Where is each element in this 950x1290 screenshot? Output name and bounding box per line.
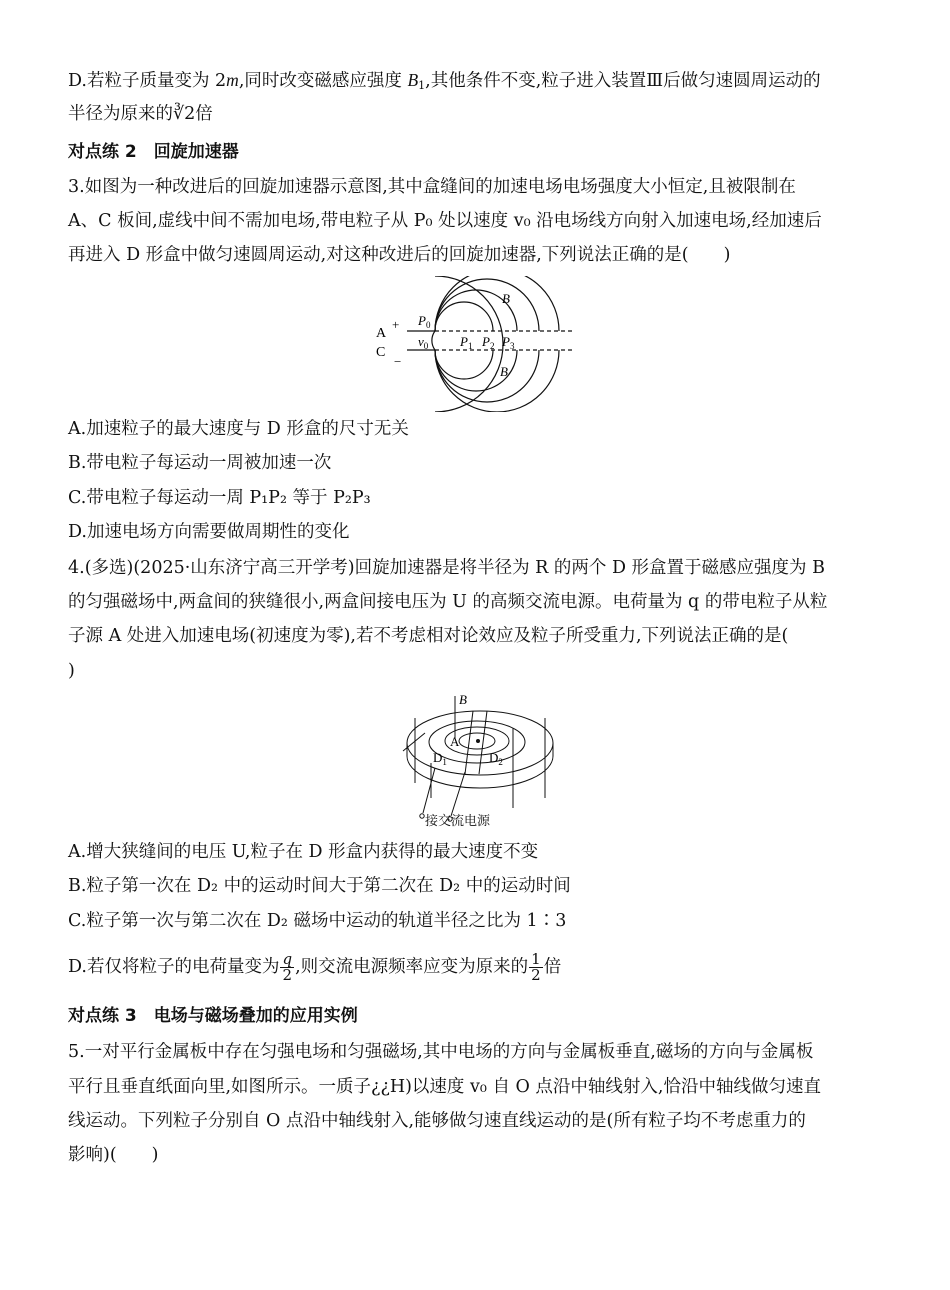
- label-plate-c: C: [376, 345, 386, 360]
- q3-option-b: B.带电粒子每运动一周被加速一次: [68, 453, 332, 473]
- section-title-cyclotron: 对点练 2 回旋加速器: [68, 142, 239, 162]
- q4-figure-caption: 接交流电源: [425, 814, 491, 829]
- exit-arrow: [403, 733, 425, 751]
- label-a: A: [450, 734, 460, 749]
- q3-option-d: D.加速电场方向需要做周期性的变化: [68, 522, 350, 542]
- q4-option-d: D.若仅将粒子的电荷量变为 $\frac{q}{2}$ ,则交流电源频率应变为原来的 $\frac{1}{2}$ 倍: [68, 950, 562, 984]
- q4-stem-line1: 4.(多选)(2025·山东济宁高三开学考)回旋加速器是将半径为 R 的两个 D 形盒置于磁感应强度为 B: [68, 558, 825, 578]
- section-title-em-superposition: 对点练 3 电场与磁场叠加的应用实例: [68, 1006, 358, 1026]
- wire-left: [423, 768, 435, 813]
- q3-stem-line2: A、C 板间,虚线中间不需加电场,带电粒子从 P₀ 处以速度 v₀ 沿电场线方向射入加速电场,经加速后: [68, 211, 822, 231]
- particle-source: [476, 739, 480, 743]
- q4-option-b: B.粒子第一次在 D₂ 中的运动时间大于第二次在 D₂ 中的运动时间: [68, 876, 571, 896]
- left-d-shape: [432, 331, 435, 350]
- gap-right: [479, 711, 487, 774]
- q3-stem-line3: 再进入 D 形盒中做匀速圆周运动,对这种改进后的回旋加速器,下列说法正确的是( ): [68, 245, 731, 265]
- q5-stem-line4: 影响)( ): [68, 1145, 159, 1165]
- q2-option-d-line2: 半径为原来的∛2倍: [68, 104, 213, 124]
- label-p2: $P_2$: [482, 334, 495, 351]
- gap-left: [465, 711, 473, 774]
- label-p3: $P_3$: [502, 334, 515, 351]
- q5-stem-line2: 平行且垂直纸面向里,如图所示。一质子¿¿H)以速度 v₀ 自 O 点沿中轴线射入,恰沿中轴线做匀速直: [68, 1077, 821, 1097]
- q4-stem-line2: 的匀强磁场中,两盒间的狭缝很小,两盒间接电压为 U 的高频交流电源。电荷量为 q 的带电粒子从粒: [68, 592, 828, 612]
- orbit-4-bottom: [435, 350, 559, 412]
- label-b: B: [459, 692, 467, 707]
- label-b-bottom: B: [500, 364, 508, 379]
- label-d1: $D_1$: [433, 750, 447, 767]
- q5-stem-line3: 线运动。下列粒子分别自 O 点沿中轴线射入,能够做匀速直线运动的是(所有粒子均不考虑重力的: [68, 1111, 806, 1131]
- wire-right: [451, 772, 465, 816]
- fraction-q-over-2: $\frac{q}{2}$: [282, 950, 293, 984]
- q4-option-c: C.粒子第一次与第二次在 D₂ 磁场中运动的轨道半径之比为 1∶3: [68, 911, 567, 931]
- q3-option-c: C.带电粒子每运动一周 P₁P₂ 等于 P₂P₃: [68, 488, 371, 508]
- label-d2: $D_2$: [489, 750, 503, 767]
- q3-option-a: A.加速粒子的最大速度与 D 形盒的尺寸无关: [68, 419, 409, 439]
- fraction-1-over-2: $\frac{1}{2}$: [531, 950, 541, 984]
- label-b-top: B: [502, 291, 510, 306]
- q5-stem-line1: 5.一对平行金属板中存在匀强电场和匀强磁场,其中电场的方向与金属板垂直,磁场的方向与金属板: [68, 1042, 814, 1062]
- terminal-left: [420, 814, 424, 818]
- q4-stem-line3: 子源 A 处进入加速电场(初速度为零),若不考虑相对论效应及粒子所受重力,下列说法正确的是(: [68, 626, 789, 646]
- label-plus: +: [392, 317, 400, 332]
- q4-figure-cyclotron: [395, 688, 565, 832]
- q3-figure-improved-cyclotron: [360, 276, 590, 412]
- q2-option-d-line1: D.若粒子质量变为 2m,同时改变磁感应强度 $B_1$,其他条件不变,粒子进入装置Ⅲ后做匀速圆周运动的: [68, 70, 821, 92]
- q4-stem-line4: ): [68, 661, 75, 681]
- label-minus: −: [394, 354, 402, 369]
- label-v0: $v_0$: [418, 334, 429, 351]
- q3-stem-line1: 3.如图为一种改进后的回旋加速器示意图,其中盒缝间的加速电场电场强度大小恒定,且被限制在: [68, 177, 796, 197]
- label-plate-a: A: [376, 326, 387, 341]
- label-p1: $P_1$: [460, 334, 473, 351]
- q4-option-a: A.增大狭缝间的电压 U,粒子在 D 形盒内获得的最大速度不变: [68, 842, 539, 862]
- label-p0: $P_0$: [418, 313, 431, 330]
